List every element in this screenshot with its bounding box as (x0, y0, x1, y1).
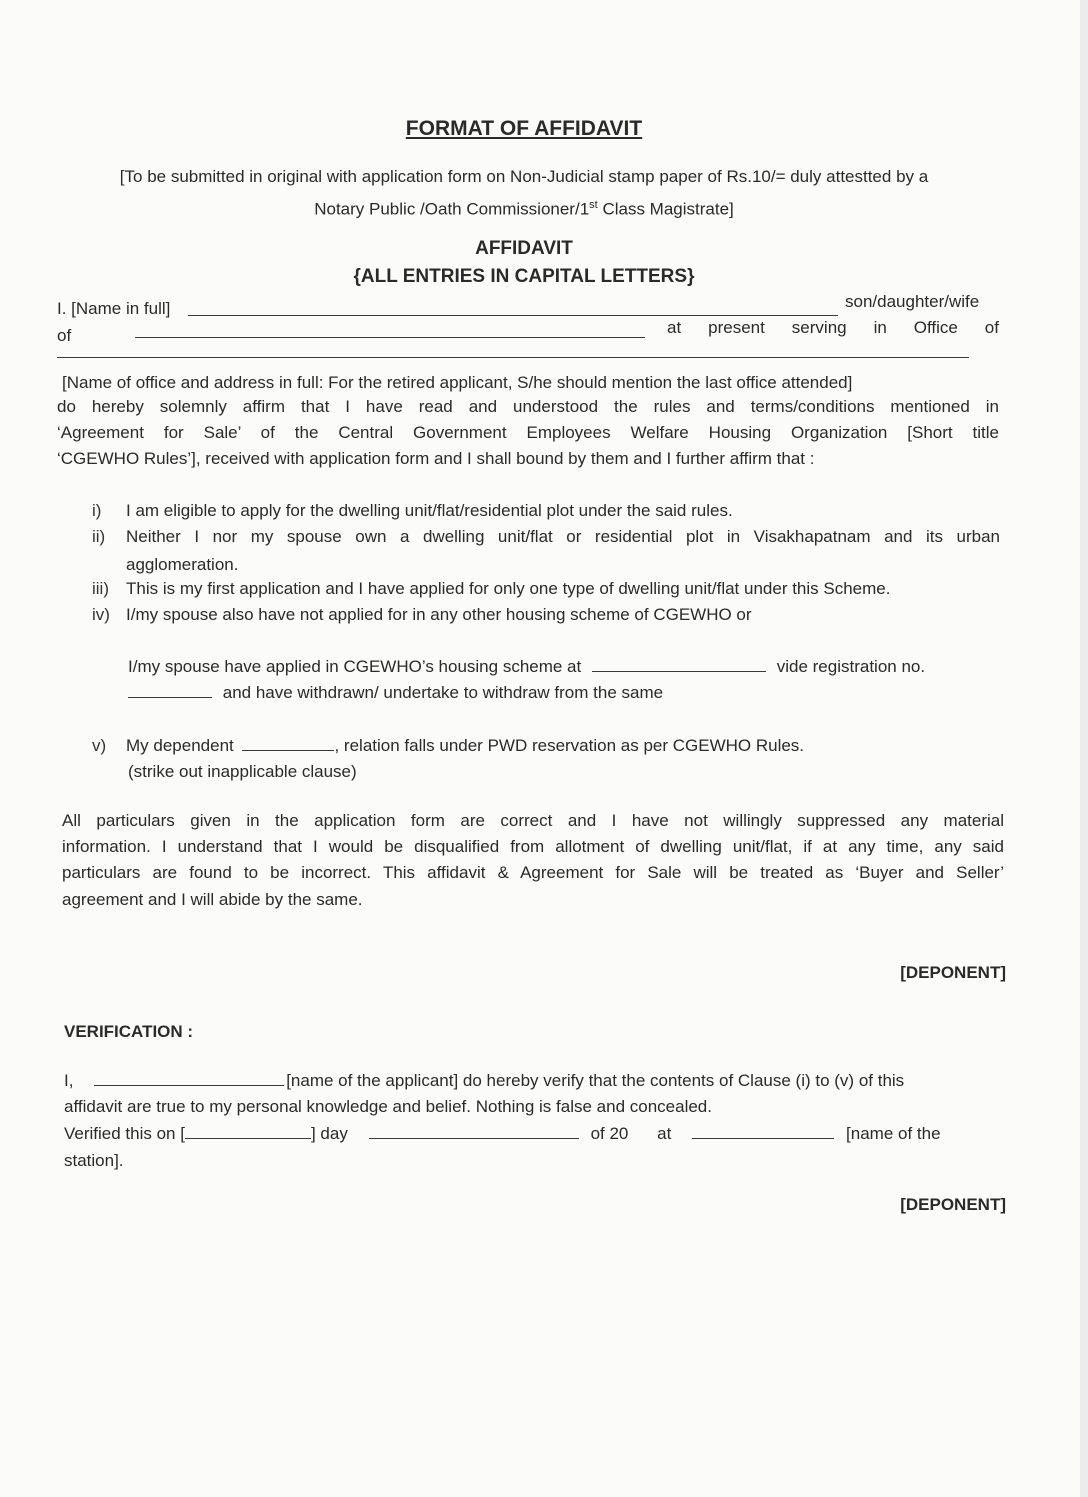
clause-i (92, 500, 733, 522)
office-address-line[interactable] (57, 357, 969, 358)
of-label: of (57, 326, 72, 345)
dependent-name-blank[interactable] (242, 735, 334, 751)
deponent-signature-2: [DEPONENT] (900, 1195, 1006, 1214)
verification-line-3 (64, 1123, 941, 1145)
name-label: I. [Name in full] (57, 299, 171, 318)
particulars-line-3: particulars are found to be incorrect. This affidavit & Agreement for Sale will be treated as ‘Buyer and Seller’ (62, 863, 1004, 882)
instruction-line-2-end: Class Magistrate] (597, 199, 734, 219)
clause-v-text: , relation falls under PWD reservation as per CGEWHO Rules. (334, 736, 805, 755)
clause-ii-text: Neither I nor my spouse own a dwelling unit/flat or residential plot in Visakhapatnam and its urban (126, 527, 1000, 546)
affirm-line-2: ‘Agreement for Sale’ of the Central Government Employees Welfare Housing Organization [Short title (57, 423, 999, 442)
clause-iv-alt-text: I/my spouse have applied in CGEWHO’s housing scheme at (128, 657, 582, 676)
affirm-line-1: do hereby solemnly affirm that I have read and understood the rules and terms/conditions mentioned in (57, 397, 999, 416)
verify-name-note: [name of the applicant] do hereby verify that the contents of Clause (i) to (v) of this (286, 1071, 905, 1090)
clause-iv-text: I/my spouse also have not applied for in any other housing scheme of CGEWHO or (126, 605, 752, 624)
father-name-line[interactable] (135, 337, 645, 338)
document-title: FORMAT OF AFFIDAVIT (405, 117, 643, 140)
affidavit-heading: AFFIDAVIT (475, 238, 573, 259)
station-blank[interactable] (692, 1123, 834, 1139)
clause-ii-number: ii) (92, 527, 106, 546)
month-blank[interactable] (369, 1123, 579, 1139)
applicant-name-blank[interactable] (94, 1070, 284, 1086)
particulars-line-1: All particulars given in the application form are correct and I have not willingly suppressed any material (62, 811, 1004, 830)
relation-label: son/daughter/wife (845, 292, 980, 311)
clause-iv (92, 604, 752, 626)
instruction-line-2-text: Notary Public /Oath Commissioner/1 (314, 199, 590, 219)
registration-label: vide registration no. (776, 657, 926, 676)
particulars-line-4: agreement and I will abide by the same. (62, 890, 363, 909)
at-label: at (657, 1124, 672, 1143)
clause-iv-alternative (128, 656, 925, 678)
day-label: ] day (310, 1124, 348, 1143)
instruction-line-2 (0, 194, 1048, 221)
verify-i: I, (64, 1071, 74, 1090)
superscript-st: st (589, 199, 598, 211)
registration-number-blank[interactable] (128, 682, 212, 698)
clause-i-text: I am eligible to apply for the dwelling unit/flat/residential plot under the said rules. (126, 501, 733, 520)
withdraw-text: and have withdrawn/ undertake to withdraw from the same (222, 683, 664, 702)
office-note: [Name of office and address in full: For the retired applicant, S/he should mention the last office attended] (62, 373, 853, 392)
particulars-line-2: information. I understand that I would be disqualified from allotment of dwelling unit/flat, if at any time, any said (62, 837, 1004, 856)
clause-v (92, 735, 804, 757)
affirm-line-3: ‘CGEWHO Rules’], received with application form and I shall bound by them and I further affirm that : (57, 449, 815, 468)
clause-iv-number: iv) (92, 605, 110, 624)
verification-line-2: affidavit are true to my personal knowledge and belief. Nothing is false and concealed. (64, 1097, 712, 1116)
day-blank[interactable] (185, 1123, 311, 1139)
verification-heading: VERIFICATION : (64, 1022, 194, 1041)
instruction-line-1: [To be submitted in original with application form on Non-Judicial stamp paper of Rs.10/= duly attestted by a (119, 167, 929, 186)
clause-iii-text: This is my first application and I have applied for only one type of dwelling unit/flat under this Scheme. (126, 579, 891, 598)
scheme-name-blank[interactable] (592, 656, 766, 672)
clause-iii-number: iii) (92, 579, 109, 598)
verified-this-on: Verified this on [ (64, 1124, 185, 1143)
clause-ii (92, 526, 1000, 548)
clause-v-pre: My dependent (126, 736, 234, 755)
deponent-signature-1: [DEPONENT] (900, 963, 1006, 982)
clause-iv-withdraw (128, 682, 663, 704)
station-note: [name of the (846, 1124, 941, 1143)
capital-letters-heading: {ALL ENTRIES IN CAPITAL LETTERS} (353, 266, 695, 287)
of-20-label: of 20 (590, 1124, 629, 1143)
strike-out-note: (strike out inapplicable clause) (128, 762, 357, 781)
serving-office-text: at present serving in Office of (667, 318, 999, 337)
clause-iii (92, 578, 890, 600)
name-field-line[interactable] (188, 315, 838, 316)
clause-i-number: i) (92, 501, 102, 520)
verification-line-1 (64, 1070, 904, 1092)
clause-ii-continued: agglomeration. (126, 555, 239, 574)
station-end: station]. (64, 1151, 124, 1170)
clause-v-number: v) (92, 736, 107, 755)
